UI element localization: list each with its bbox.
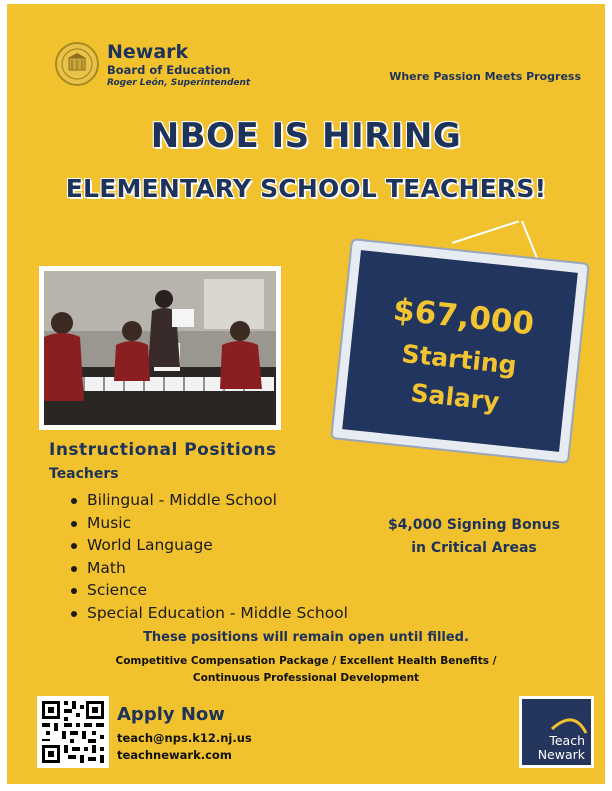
salary-amount: $67,000 bbox=[391, 291, 536, 343]
compensation-line-2: Continuous Professional Development bbox=[192, 672, 420, 684]
qr-code-icon[interactable] bbox=[37, 696, 109, 768]
salary-sign-board bbox=[332, 240, 587, 462]
org-subtitle: Board of Education bbox=[107, 63, 231, 77]
logo-word-teach: Teach bbox=[549, 733, 585, 748]
bonus-line-2: in Critical Areas bbox=[411, 540, 537, 556]
list-item: Bilingual - Middle School bbox=[69, 489, 348, 512]
salary-label-salary: Salary bbox=[409, 378, 501, 417]
list-item: Science bbox=[69, 579, 348, 602]
teach-newark-logo bbox=[519, 696, 594, 768]
apply-now-heading: Apply Now bbox=[117, 704, 225, 725]
salary-label-starting: Starting bbox=[400, 339, 518, 380]
classroom-photo bbox=[39, 266, 281, 430]
compensation-line-1: Competitive Compensation Package / Excellent Health Benefits / bbox=[115, 655, 497, 667]
list-item: Math bbox=[69, 557, 348, 580]
positions-subtitle: Teachers bbox=[49, 466, 119, 482]
logo-word-newark: Newark bbox=[537, 747, 585, 762]
headline-position: ELEMENTARY SCHOOL TEACHERS! bbox=[65, 174, 547, 203]
list-item: World Language bbox=[69, 534, 348, 557]
superintendent-name: Roger León, Superintendent bbox=[107, 78, 251, 88]
sign-string-left bbox=[452, 220, 519, 244]
classroom-illustration bbox=[44, 271, 276, 425]
school-seal-icon bbox=[55, 42, 99, 86]
list-item: Music bbox=[69, 512, 348, 535]
bonus-line-1: $4,000 Signing Bonus bbox=[388, 517, 560, 533]
org-name: Newark bbox=[107, 41, 189, 63]
list-item: Special Education - Middle School bbox=[69, 602, 348, 625]
website-link[interactable]: teachnewark.com bbox=[117, 748, 232, 762]
positions-list bbox=[69, 489, 348, 624]
contact-email-link[interactable]: teach@nps.k12.nj.us bbox=[117, 731, 252, 745]
tagline: Where Passion Meets Progress bbox=[389, 70, 581, 83]
positions-title: Instructional Positions bbox=[49, 440, 277, 460]
headline-hiring: NBOE IS HIRING bbox=[150, 116, 462, 156]
open-until-filled-note: These positions will remain open until filled. bbox=[143, 630, 469, 645]
signing-bonus bbox=[359, 514, 589, 560]
salary-sign bbox=[332, 236, 594, 466]
